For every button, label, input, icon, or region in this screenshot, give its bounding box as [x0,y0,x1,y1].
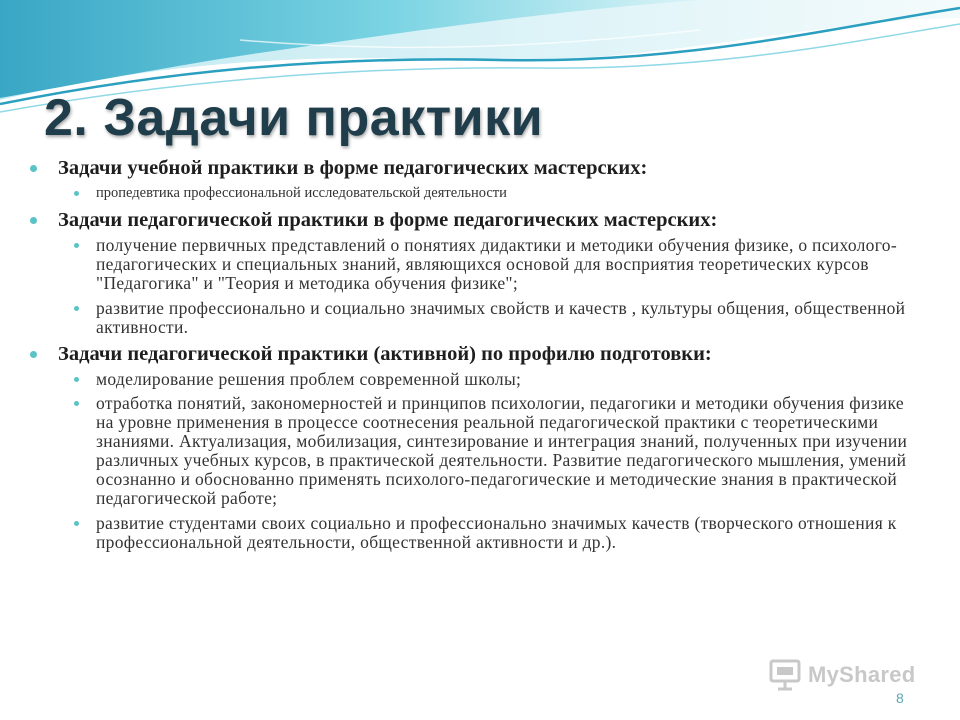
list-item [30,236,916,293]
presentation-icon [768,658,802,692]
list-item [30,299,916,337]
list-item [30,514,916,552]
section-heading-text: Задачи педагогической практики (активной) по профилю подготовки: [58,343,712,365]
section-heading [30,208,930,232]
bullet-icon [74,306,79,311]
list-item [30,184,916,203]
list-item [30,370,916,389]
slide-title: 2. Задачи практики [44,89,544,147]
task-list [30,156,930,552]
bullet-icon [30,217,37,224]
list-item [30,394,916,508]
section-heading-text: Задачи педагогической практики в форме педагогических мастерских: [58,209,718,231]
section-heading-text: Задачи учебной практики в форме педагогических мастерских: [58,157,648,179]
watermark-text: MyShared [808,662,916,687]
bullet-icon [30,165,37,172]
list-item-text: моделирование решения проблем современной школы; [96,369,522,389]
section-heading [30,156,930,180]
bullet-icon [30,351,37,358]
list-item-text: получение первичных представлений о понятиях дидактики и методики обучения физике, о психолого-педагогических и специальных знаний, являющихся основой для восприятия теоретических курсов "Педагогика" и "Теория и методика обучения физике"; [96,235,897,293]
bullet-icon [74,521,79,526]
list-item-text: развитие студентами своих социально и профессионально значимых качеств (творческого отношения к профессиональной деятельности, общественной активности и др.). [96,513,897,552]
list-item-text: развитие профессионально и социально значимых свойств и качеств , культуры общения, общественной активности. [96,298,906,337]
bullet-icon [74,191,79,196]
section-heading [30,342,930,366]
list-item-text: пропедевтика профессиональной исследовательской деятельности [96,185,507,201]
bullet-icon [74,401,79,406]
page-number: 8 [896,690,904,706]
watermark-logo [768,658,928,692]
bullet-icon [74,243,79,248]
list-item-text: отработка понятий, закономерностей и принципов психологии, педагогики и методики обучения физике на уровне применения в процессе соотнесения реальной педагогической практики с теоретическими знаниями. Актуализация, мобилизация, синтезирование и интеграция знаний, полученных при изучении различных учебных курсов, в практической деятельности. Развитие педагогического мышления, умений осознанно и обоснованно применять психолого-педагогические и методические знания в практической педагогической работе; [96,393,908,508]
bullet-icon [74,377,79,382]
